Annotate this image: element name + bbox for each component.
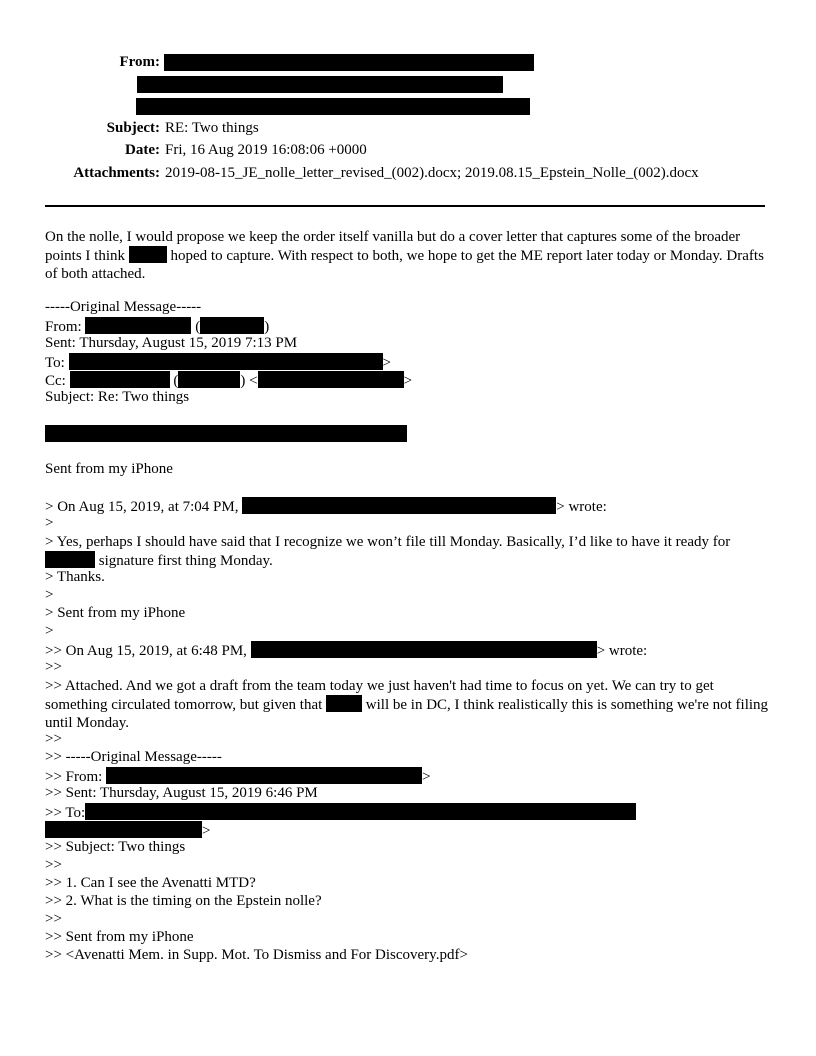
redaction-quote3-from (106, 767, 422, 784)
redaction-orig-cc-name (70, 371, 170, 388)
quote3-to-line: >> To: (45, 803, 636, 822)
quote1-on-line: > On Aug 15, 2019, at 7:04 PM, > wrote: (45, 499, 607, 515)
orig-from-line: From: ( ) (45, 319, 270, 335)
quote1-blank-3: > (45, 623, 54, 639)
redaction-from-line-3 (136, 98, 530, 115)
redaction-reply-body (45, 425, 407, 442)
date-value: Fri, 16 Aug 2019 16:08:06 +0000 (165, 142, 367, 158)
redaction-orig-from-email (200, 317, 264, 334)
redaction-from-line-1 (164, 54, 534, 71)
redaction-quote2-name (326, 695, 362, 712)
quote1-thanks: > Thanks. (45, 569, 105, 585)
quote1-sent-iphone: > Sent from my iPhone (45, 605, 186, 621)
header-divider (45, 205, 765, 207)
date-label: Date: (125, 142, 160, 158)
quote3-original-message: >> -----Original Message----- (45, 749, 222, 765)
subject-label: Subject: (106, 120, 160, 136)
redaction-quote1-sender (242, 497, 556, 514)
redaction-quote3-to-1 (85, 803, 636, 820)
subject-value: RE: Two things (165, 120, 259, 136)
quote3-sent-line: >> Sent: Thursday, August 15, 2019 6:46 PM (45, 785, 318, 801)
orig-to-line: To: > (45, 355, 392, 371)
body-paragraph-1: On the nolle, I would propose we keep the order itself vanilla but do a cover letter that captures some of the broader points I think hoped to capture. With respect to both, we hope to get the ME report later today or Monday. Drafts of both attached. (45, 229, 764, 282)
redaction-orig-cc-email (178, 371, 240, 388)
orig-subject-line: Subject: Re: Two things (45, 389, 190, 405)
redaction-orig-cc-address (258, 371, 404, 388)
quote3-blank-2: >> (45, 911, 62, 927)
redaction-quote2-sender (251, 641, 597, 658)
quote2-on-line: >> On Aug 15, 2019, at 6:48 PM, > wrote: (45, 643, 648, 659)
orig-cc-line: Cc: ( ) < > (45, 373, 413, 389)
quote3-item-1: >> 1. Can I see the Avenatti MTD? (45, 875, 256, 891)
quote3-sent-iphone: >> Sent from my iPhone (45, 929, 194, 945)
quote1-blank-1: > (45, 515, 54, 531)
quote3-to-line-2: > (45, 821, 210, 840)
quote1-blank-2: > (45, 587, 54, 603)
redaction-quote1-name (45, 551, 95, 568)
quote2-blank-1: >> (45, 659, 62, 675)
attachments-value: 2019-08-15_JE_nolle_letter_revised_(002).docx; 2019.08.15_Epstein_Nolle_(002).docx (165, 165, 699, 181)
quote3-blank-1: >> (45, 857, 62, 873)
redaction-orig-from-name (85, 317, 191, 334)
quote2-blank-2: >> (45, 731, 62, 747)
quote1-paragraph: > Yes, perhaps I should have said that I recognize we won’t file till Monday. Basically, I’d like to have it ready for signature first thing Monday. (45, 534, 731, 569)
redaction-from-line-2 (137, 76, 503, 93)
redaction-orig-to (69, 353, 383, 370)
redaction-quote3-to-2 (45, 821, 202, 838)
attachments-label: Attachments: (73, 165, 160, 181)
redaction-inline-name (129, 246, 167, 263)
quote3-attachment: >> <Avenatti Mem. in Supp. Mot. To Dismiss and For Discovery.pdf> (45, 947, 468, 963)
from-label: From: (119, 54, 160, 70)
quote2-paragraph: >> Attached. And we got a draft from the team today we just haven't had time to focus on yet. We can try to get something circulated tomorrow, but given that will be in DC, I think realistically this is something we're not filing until Monday. (45, 678, 769, 731)
orig-sent-line: Sent: Thursday, August 15, 2019 7:13 PM (45, 335, 298, 351)
sent-from-iphone-1: Sent from my iPhone (45, 461, 173, 477)
quote3-from-line: >> From: > (45, 769, 431, 785)
quote3-item-2: >> 2. What is the timing on the Epstein nolle? (45, 893, 322, 909)
quote3-subject: >> Subject: Two things (45, 839, 186, 855)
original-message-divider: -----Original Message----- (45, 299, 202, 315)
